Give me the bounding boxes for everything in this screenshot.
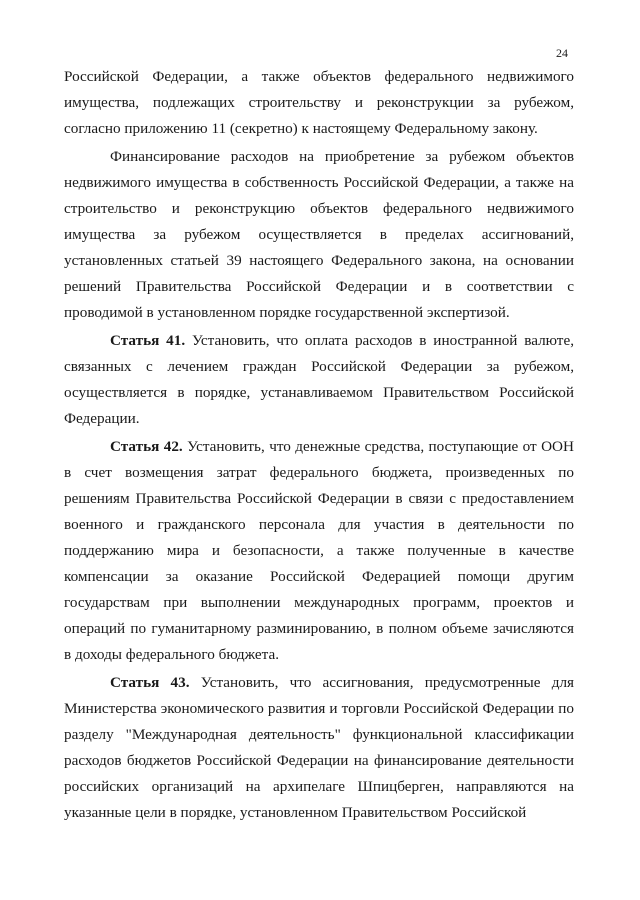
paragraph-continuation <box>64 64 574 142</box>
paragraph-text: Финансирование расходов на приобретение за рубежом объектов недвижимого имущества в собственность Российской Федерации, а также на строительство и реконструкцию объектов федерального недвижимого имущества за рубежом осуществляется в пределах ассигнований, установленных статьей 39 настоящего Федерального закона, на основании решений Правительства Российской Федерации и в соответствии с проводимой в установленном порядке государственной экспертизой. <box>64 148 574 321</box>
paragraph-financing <box>64 144 574 326</box>
paragraph-text: Установить, что оплата расходов в иностранной валюте, связанных с лечением граждан Российской Федерации за рубежом, осуществляется в порядке, устанавливаемом Правительством Российской Федерации. <box>64 332 574 427</box>
paragraph-text: Установить, что ассигнования, предусмотренные для Министерства экономического развития и торговли Российской Федерации по разделу "Международная деятельность" функциональной классификации расходов бюджетов Российской Федерации на финансирование деятельности российских организаций на архипелаге Шпицберген, направляются на указанные цели в порядке, установленном Правительством Российской <box>64 674 575 821</box>
article-label: Статья 43. <box>110 674 190 691</box>
paragraph-article-42 <box>64 434 574 668</box>
article-label: Статья 41. <box>110 332 186 349</box>
paragraph-article-41 <box>64 328 574 432</box>
paragraph-article-43 <box>64 670 574 826</box>
article-label: Статья 42. <box>110 438 183 455</box>
paragraph-text: Российской Федерации, а также объектов федерального недвижимого имущества, подлежащих строительству и реконструкции за рубежом, согласно приложению 11 (секретно) к настоящему Федеральному закону. <box>64 68 574 137</box>
paragraph-text: Установить, что денежные средства, поступающие от ООН в счет возмещения затрат федерального бюджета, произведенных по решениям Правительства Российской Федерации в связи с предоставлением военного и гражданского персонала для участия в деятельности по поддержанию мира и безопасности, а также полученные в качестве компенсации за оказание Российской Федерацией помощи другим государствам при выполнении международных программ, проектов и операций по гуманитарному разминированию, в полном объеме зачисляются в доходы федерального бюджета. <box>64 438 574 663</box>
document-body <box>64 64 574 826</box>
page-number: 24 <box>556 46 568 60</box>
